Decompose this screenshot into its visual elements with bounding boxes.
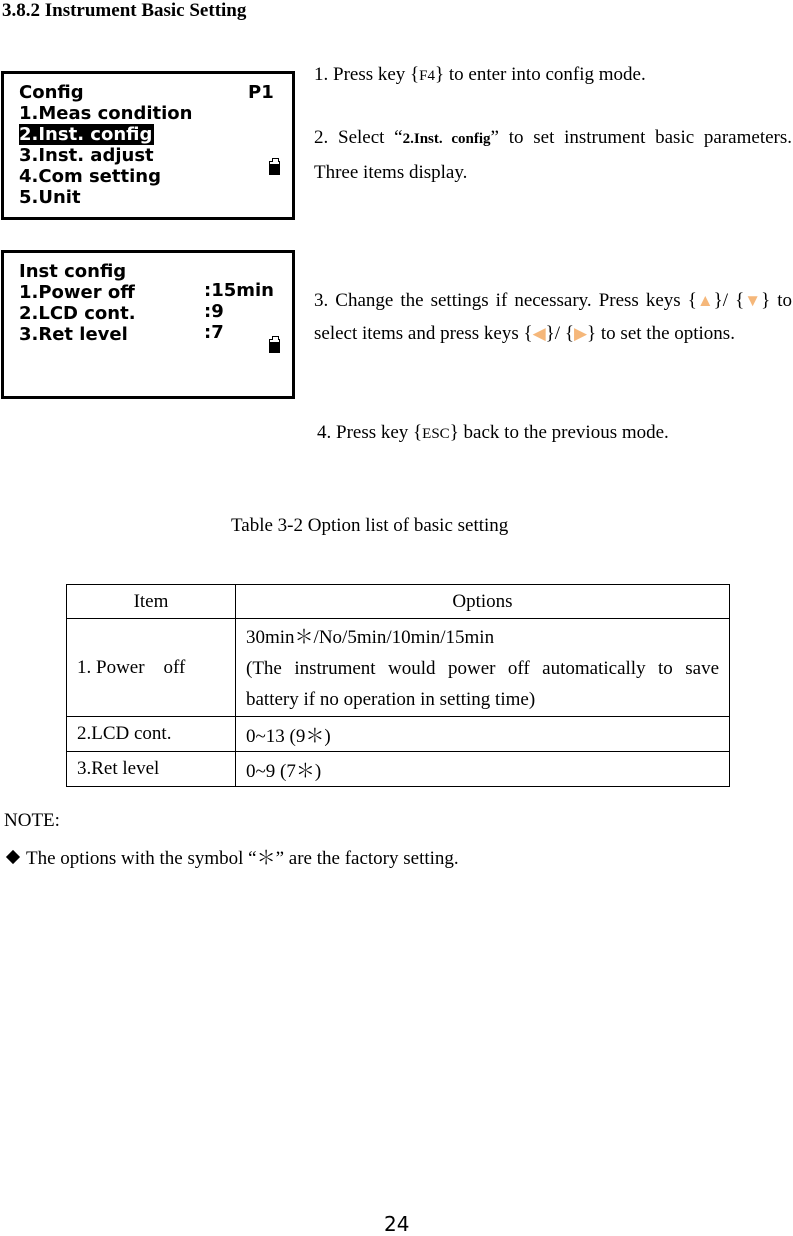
diamond-bullet-icon [6,850,20,864]
battery-icon [269,336,280,353]
setting-item-lcd-cont: 2.LCD cont. [19,303,136,324]
table-cell-options: 0~13 (9＊) [236,717,730,752]
setting-value-power-off: :15min [204,280,274,301]
table-cell-item: 3.Ret level [67,752,236,787]
options-text: 30min＊/No/5min/10min/15min [246,626,495,648]
right-arrow-icon: ▶ [573,324,588,343]
down-arrow-icon: ▼ [744,291,762,310]
setting-value-ret-level: :7 [204,322,224,343]
column-header: Options [236,585,730,619]
step-1: 1. Press key {F4} to enter into config mode. [314,64,646,85]
config-screen [1,71,295,220]
screen-title: Inst config [19,261,127,282]
note-label: NOTE: [4,810,60,831]
up-arrow-icon: ▲ [696,291,714,310]
menu-item-selected: 2.Inst. config [19,124,153,145]
column-header: Item [67,585,236,619]
options-text: (The instrument would power off automatically to save battery if no operation in setting time) [246,657,719,710]
screen-title: Config [19,82,84,103]
inst-config-screen [1,250,295,399]
menu-item: 3.Inst. adjust [19,145,154,166]
setting-value-lcd-cont: :9 [204,301,224,322]
menu-item: 4.Com setting [19,166,161,187]
step-4: 4. Press key {ESC} back to the previous mode. [317,422,669,443]
table-caption: Table 3-2 Option list of basic setting [231,515,509,536]
options-table [66,584,730,787]
menu-item: 1.Meas condition [19,103,193,124]
table-cell-options [236,619,730,717]
left-arrow-icon: ◀ [532,324,546,343]
step-2: 2. Select “2.Inst. config” to set instrument basic parameters. Three items display. [314,127,793,183]
step-3: 3. Change the settings if necessary. Press keys {▲}/ {▼} to select items and press keys {◀}/ {▶} to set the options. [314,284,792,350]
table-row [67,717,730,752]
table-cell-item: 2.LCD cont. [67,717,236,752]
section-heading: 3.8.2 Instrument Basic Setting [2,0,247,21]
table-header-row [67,585,730,619]
setting-item-power-off: 1.Power off [19,282,135,303]
setting-item-ret-level: 3.Ret level [19,324,128,345]
table-row [67,619,730,717]
table-cell-item: 1. Power off [67,619,236,717]
note-item [4,843,459,870]
menu-item: 5.Unit [19,187,81,208]
table-row [67,752,730,787]
note-text: The options with the symbol “＊” are the factory setting. [26,848,459,869]
battery-icon [269,158,280,175]
page-number: 24 [384,1212,410,1236]
page-indicator: P1 [248,82,274,103]
table-cell-options: 0~9 (7＊) [236,752,730,787]
